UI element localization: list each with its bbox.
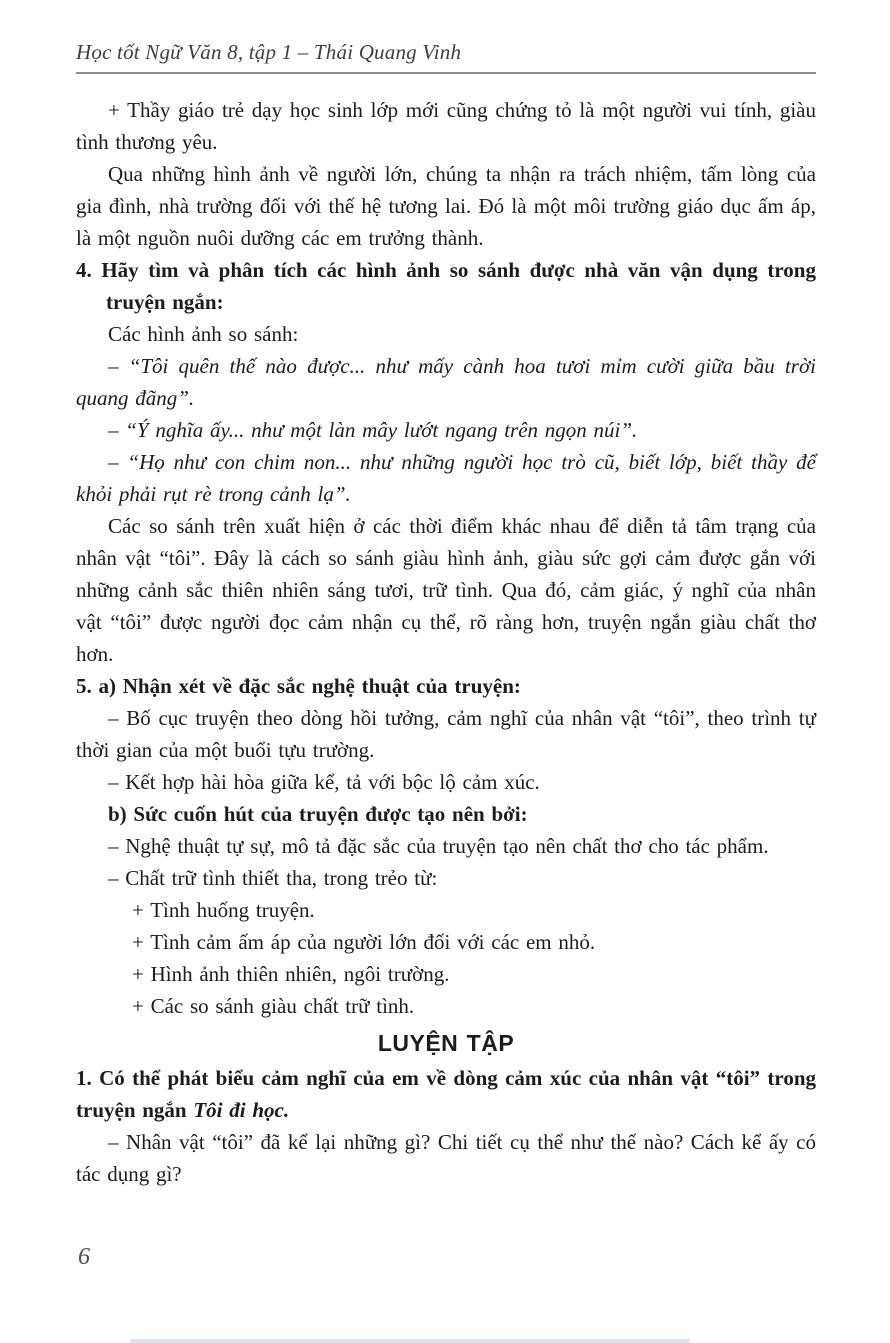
paragraph: [76, 862, 816, 894]
paragraph: [76, 350, 816, 414]
text-run: b) Sức cuốn hút của truyện được tạo nên bởi:: [108, 802, 528, 826]
paragraph: [76, 670, 816, 702]
text-run: – Kết hợp hài hòa giữa kể, tả với bộc lộ cảm xúc.: [108, 770, 540, 794]
text-run: + Các so sánh giàu chất trữ tình.: [132, 994, 415, 1018]
header-title: Học tốt Ngữ Văn 8, tập 1 – Thái Quang Vinh: [76, 40, 462, 64]
text-run: Tôi đi học.: [193, 1098, 290, 1122]
text-run: 5. a) Nhận xét về đặc sắc nghệ thuật của truyện:: [76, 674, 521, 698]
paragraph: [76, 1062, 816, 1126]
document-body: [76, 74, 816, 1190]
running-header: [76, 40, 816, 74]
paragraph: [76, 446, 816, 510]
text-run: Qua những hình ảnh về người lớn, chúng ta nhận ra trách nhiệm, tấm lòng của gia đình, nhà trường đối với thế hệ tương lai. Đó là một môi trường giáo dục ấm áp, là một nguồn nuôi dưỡng các em trưởng thành.: [76, 162, 816, 250]
text-run: + Tình huống truyện.: [132, 898, 315, 922]
paragraph: [132, 894, 816, 926]
text-run: 1. Có thể phát biểu cảm nghĩ của em về dòng cảm xúc của nhân vật “tôi” trong truyện ngắn: [76, 1066, 816, 1122]
page-number: 6: [78, 1244, 90, 1270]
paragraph: [76, 510, 816, 670]
text-run: + Thầy giáo trẻ dạy học sinh lớp mới cũng chứng tỏ là một người vui tính, giàu tình thương yêu.: [76, 98, 816, 154]
text-run: – Nhân vật “tôi” đã kể lại những gì? Chi tiết cụ thể như thế nào? Cách kể ấy có tác dụng gì?: [76, 1130, 816, 1186]
paragraph: [76, 1126, 816, 1190]
paragraph: [76, 158, 816, 254]
paragraph: [132, 958, 816, 990]
text-run: – Bố cục truyện theo dòng hồi tưởng, cảm nghĩ của nhân vật “tôi”, theo trình tự thời gian của một buổi tựu trường.: [76, 706, 816, 762]
text-run: – Nghệ thuật tự sự, mô tả đặc sắc của truyện tạo nên chất thơ cho tác phẩm.: [108, 834, 769, 858]
text-run: – “Họ như con chim non... như những người học trò cũ, biết lớp, biết thầy để khỏi phải rụt rè trong cảnh lạ”.: [76, 450, 816, 506]
paragraph: [76, 318, 816, 350]
paragraph: [76, 702, 816, 766]
paragraph: [76, 254, 816, 318]
paragraph: [132, 990, 816, 1022]
section-title: [76, 1027, 816, 1059]
text-run: Các so sánh trên xuất hiện ở các thời điểm khác nhau để diễn tả tâm trạng của nhân vật “tôi”. Đây là cách so sánh giàu hình ảnh, giàu sức gợi cảm được gắn với những cảnh sắc thiên nhiên sáng tươi, trữ tình. Qua đó, cảm giác, ý nghĩ của nhân vật “tôi” được người đọc cảm nhận cụ thể, rõ ràng hơn, truyện ngắn giàu chất thơ hơn.: [76, 514, 816, 666]
text-run: 4. Hãy tìm và phân tích các hình ảnh so sánh được nhà văn vận dụng trong truyện ngắn:: [76, 258, 816, 314]
text-run: – Chất trữ tình thiết tha, trong trẻo từ:: [108, 866, 438, 890]
paragraph: [76, 414, 816, 446]
text-run: – “Ý nghĩa ấy... như một làn mây lướt ngang trên ngọn núi”.: [108, 418, 638, 442]
scan-edge-artifact: [130, 1339, 690, 1343]
paragraph: [76, 766, 816, 798]
text-run: + Hình ảnh thiên nhiên, ngôi trường.: [132, 962, 450, 986]
paragraph: [76, 830, 816, 862]
text-run: – “Tôi quên thế nào được... như mấy cành hoa tươi mỉm cười giữa bầu trời quang đãng”.: [76, 354, 816, 410]
paragraph: [76, 94, 816, 158]
text-run: Các hình ảnh so sánh:: [108, 322, 299, 346]
text-run: LUYỆN TẬP: [377, 1030, 515, 1056]
paragraph: [76, 798, 816, 830]
paragraph: [132, 926, 816, 958]
text-run: + Tình cảm ấm áp của người lớn đối với các em nhỏ.: [132, 930, 596, 954]
